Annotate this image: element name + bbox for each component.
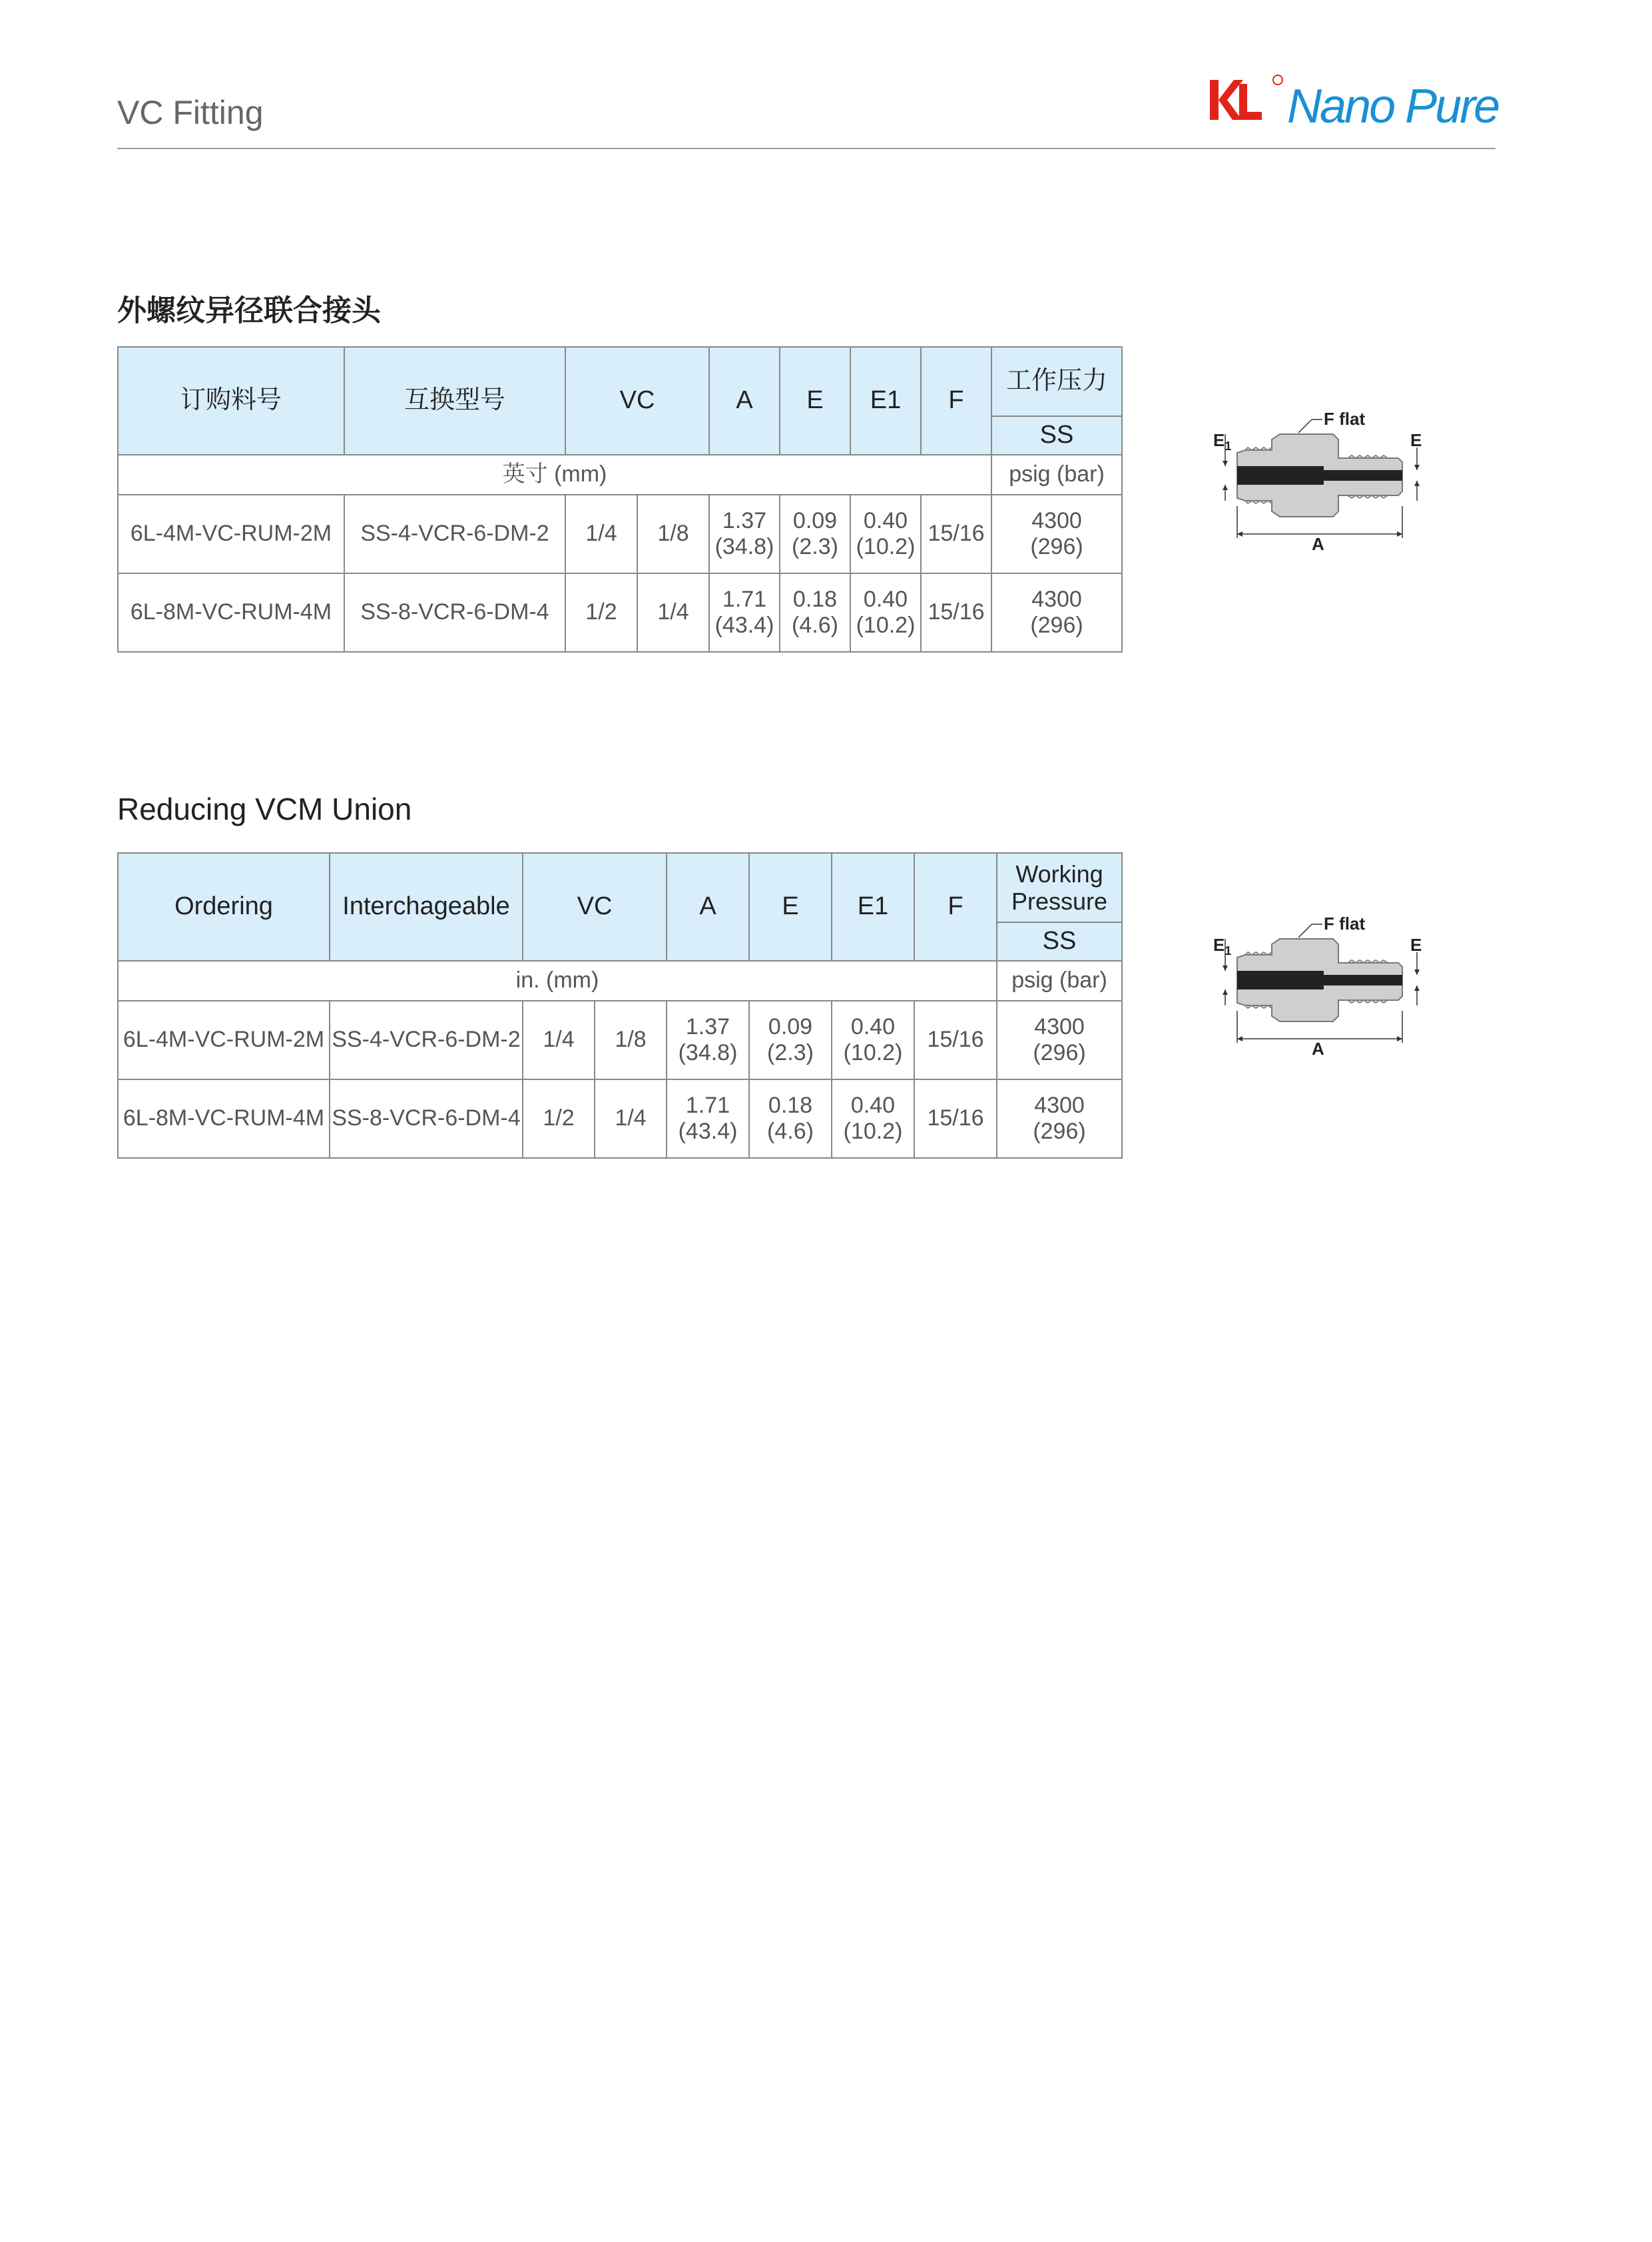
cell-a-in: 1.71 [685,1092,730,1118]
cell-e1-in: 0.40 [850,1013,896,1039]
cell-e-in: 0.09 [792,507,838,533]
cell-bar: (296) [1033,1119,1086,1144]
cell-f: 15/16 [914,1079,997,1158]
label-f-flat: F flat [1324,409,1366,429]
cell-ordering: 6L-4M-VC-RUM-2M [118,1001,330,1079]
cell-e1 [850,495,921,573]
cell-e1-mm: (10.2) [843,1040,903,1065]
cell-e-mm: (4.6) [767,1119,814,1144]
table-row [118,495,1122,573]
cell-ordering: 6L-4M-VC-RUM-2M [118,495,344,573]
label-f-flat: F flat [1324,914,1366,934]
cell-e1-mm: (10.2) [856,613,916,638]
logo-text: Nano Pure [1287,80,1499,133]
fitting-diagram-1 [1205,408,1472,574]
col-ordering: 订购料号 [118,347,344,455]
table-row [118,573,1122,652]
col-e: E [780,347,850,455]
cell-psig: 4300 [1031,586,1082,612]
unit-dims: in. (mm) [118,961,997,1001]
cell-vc2: 1/4 [595,1079,667,1158]
col-pressure: 工作压力 [991,347,1122,416]
cell-interchangeable: SS-4-VCR-6-DM-2 [330,1001,523,1079]
cell-pressure [991,495,1122,573]
cell-vc1: 1/2 [565,573,637,652]
cell-e1-mm: (10.2) [843,1119,903,1144]
cell-f: 15/16 [914,1001,997,1079]
label-e1-main: E [1213,430,1225,450]
label-a: A [1312,1039,1324,1059]
col-f: F [914,853,997,961]
cell-e [749,1001,832,1079]
cell-ordering: 6L-8M-VC-RUM-4M [118,1079,330,1158]
col-f: F [921,347,991,455]
fitting-diagram-2 [1205,912,1472,1079]
cell-vc1: 1/2 [523,1079,595,1158]
col-material: SS [991,416,1122,455]
fitting-drawing [1205,912,1472,1079]
cell-e-mm: (4.6) [792,613,838,638]
col-e: E [749,853,832,961]
section-title-en: Reducing VCM Union [117,792,412,826]
cell-e-mm: (2.3) [767,1040,814,1065]
cell-interchangeable: SS-8-VCR-6-DM-4 [344,573,565,652]
cell-pressure [991,573,1122,652]
cell-a-mm: (34.8) [714,534,774,559]
cell-a [667,1001,749,1079]
col-vc: VC [523,853,667,961]
cell-e-mm: (2.3) [792,534,838,559]
cell-a-mm: (34.8) [678,1040,738,1065]
cell-interchangeable: SS-8-VCR-6-DM-4 [330,1079,523,1158]
cell-e1 [832,1001,914,1079]
label-e1 [1213,935,1231,958]
cell-a [709,573,780,652]
cell-vc2: 1/8 [637,495,709,573]
cell-psig: 4300 [1031,507,1082,533]
cell-a-in: 1.37 [685,1013,730,1039]
cell-ordering: 6L-8M-VC-RUM-4M [118,573,344,652]
cell-e1-in: 0.40 [863,507,908,533]
cell-a-in: 1.37 [722,507,767,533]
cell-e1-in: 0.40 [850,1092,896,1118]
cell-e1 [850,573,921,652]
col-pressure: Working Pressure [997,853,1122,922]
unit-dims: 英寸 (mm) [118,455,991,495]
col-a: A [667,853,749,961]
cell-interchangeable: SS-4-VCR-6-DM-2 [344,495,565,573]
col-ordering: Ordering [118,853,330,961]
cell-e1-mm: (10.2) [856,534,916,559]
col-e1: E1 [850,347,921,455]
cell-e-in: 0.18 [792,586,838,612]
cell-f: 15/16 [921,495,991,573]
cell-e1-in: 0.40 [863,586,908,612]
cell-vc2: 1/8 [595,1001,667,1079]
label-e: E [1410,430,1422,450]
cell-e [749,1079,832,1158]
col-vc: VC [565,347,709,455]
unit-pressure: psig (bar) [997,961,1122,1001]
cell-a [667,1079,749,1158]
cell-psig: 4300 [1034,1013,1085,1039]
spec-table-cn [117,346,1123,653]
cell-pressure [997,1001,1122,1079]
cell-vc1: 1/4 [565,495,637,573]
page-title: VC Fitting [117,94,264,131]
section-title-cn: 外螺纹异径联合接头 [117,294,381,327]
col-interchangeable: Interchageable [330,853,523,961]
cell-vc1: 1/4 [523,1001,595,1079]
spec-table-en [117,852,1123,1159]
fitting-drawing [1205,408,1472,574]
label-e1-sub: 1 [1225,944,1232,958]
logo-mark [1209,72,1502,139]
label-e1-main: E [1213,935,1225,955]
cell-e-in: 0.18 [768,1092,813,1118]
cell-e [780,495,850,573]
cell-a [709,495,780,573]
cell-vc2: 1/4 [637,573,709,652]
col-material: SS [997,922,1122,961]
header-divider [117,148,1496,149]
label-e1 [1213,430,1231,453]
label-e1-sub: 1 [1225,439,1232,453]
label-a: A [1312,534,1324,554]
cell-psig: 4300 [1034,1092,1085,1118]
cell-e-in: 0.09 [768,1013,813,1039]
unit-pressure: psig (bar) [991,455,1122,495]
cell-bar: (296) [1030,613,1083,638]
cell-e1 [832,1079,914,1158]
cell-a-mm: (43.4) [714,613,774,638]
brand-logo [1209,72,1502,139]
cell-bar: (296) [1033,1040,1086,1065]
cell-f: 15/16 [921,573,991,652]
cell-e [780,573,850,652]
col-a: A [709,347,780,455]
col-e1: E1 [832,853,914,961]
cell-a-mm: (43.4) [678,1119,738,1144]
cell-bar: (296) [1030,534,1083,559]
label-e: E [1410,935,1422,955]
cell-pressure [997,1079,1122,1158]
table-row [118,1001,1122,1079]
col-interchangeable: 互换型号 [344,347,565,455]
table-row [118,1079,1122,1158]
cell-a-in: 1.71 [722,586,767,612]
